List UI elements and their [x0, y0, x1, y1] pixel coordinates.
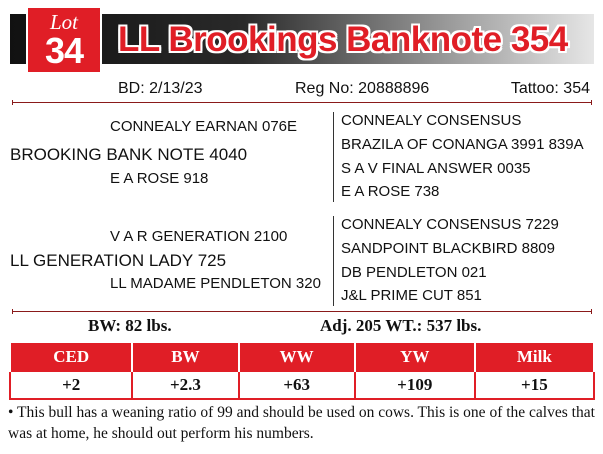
epd-header-milk: Milk	[475, 343, 594, 371]
divider-bottom	[12, 311, 592, 312]
sire-sire-dam: BRAZILA OF CONANGA 3991 839A	[341, 136, 584, 153]
lot-badge	[26, 6, 102, 74]
registration-number: Reg No: 20888896	[295, 80, 430, 97]
info-row	[10, 76, 594, 102]
bullet-icon: •	[8, 404, 14, 421]
dam-dam: LL MADAME PENDLETON 320	[110, 275, 321, 292]
comment-note	[8, 402, 598, 444]
sire-dam-dam: E A ROSE 738	[341, 183, 440, 200]
epd-header-bw: BW	[132, 343, 238, 371]
lot-number: 34	[44, 30, 84, 71]
epd-header-row	[10, 343, 594, 371]
sire: BROOKING BANK NOTE 4040	[10, 145, 248, 164]
epd-header-ww: WW	[239, 343, 355, 371]
sire-dam: E A ROSE 918	[110, 170, 209, 187]
comment-text: This bull has a weaning ratio of 99 and should be used on cows. This is one of the calves that was at home, he should out perform his numbers.	[8, 404, 595, 442]
lot-label: Lot	[49, 10, 78, 34]
pedigree-divider-sire	[333, 112, 334, 202]
epd-header-ced: CED	[10, 343, 132, 371]
sire-sire: CONNEALY EARNAN 076E	[110, 118, 298, 135]
dam-dam-sire: DB PENDLETON 021	[341, 264, 487, 281]
epd-value-milk: +15	[475, 371, 594, 399]
sire-sire-sire: CONNEALY CONSENSUS	[341, 112, 522, 129]
dam-sire-dam: SANDPOINT BLACKBIRD 8809	[341, 240, 555, 257]
tattoo: Tattoo: 354	[510, 80, 590, 97]
birth-weight: BW: 82 lbs.	[88, 316, 172, 335]
epd-value-yw: +109	[355, 371, 475, 399]
birth-date: BD: 2/13/23	[118, 80, 203, 97]
sire-dam-sire: S A V FINAL ANSWER 0035	[341, 160, 531, 177]
epd-value-ww: +63	[239, 371, 355, 399]
divider-top	[12, 102, 592, 103]
epd-value-bw: +2.3	[132, 371, 238, 399]
epd-header-yw: YW	[355, 343, 475, 371]
epd-value-row	[10, 371, 594, 399]
dam-sire-sire: CONNEALY CONSENSUS 7229	[341, 216, 559, 233]
epd-table	[9, 343, 595, 400]
dam: LL GENERATION LADY 725	[10, 251, 227, 270]
pedigree-divider-dam	[333, 216, 334, 306]
adjusted-weaning-weight: Adj. 205 WT.: 537 lbs.	[320, 316, 482, 335]
epd-value-ced: +2	[10, 371, 132, 399]
animal-title: LL Brookings Banknote 354	[118, 20, 568, 59]
dam-dam-dam: J&L PRIME CUT 851	[341, 287, 482, 304]
weights-row	[0, 314, 603, 338]
dam-sire: V A R GENERATION 2100	[110, 228, 288, 245]
